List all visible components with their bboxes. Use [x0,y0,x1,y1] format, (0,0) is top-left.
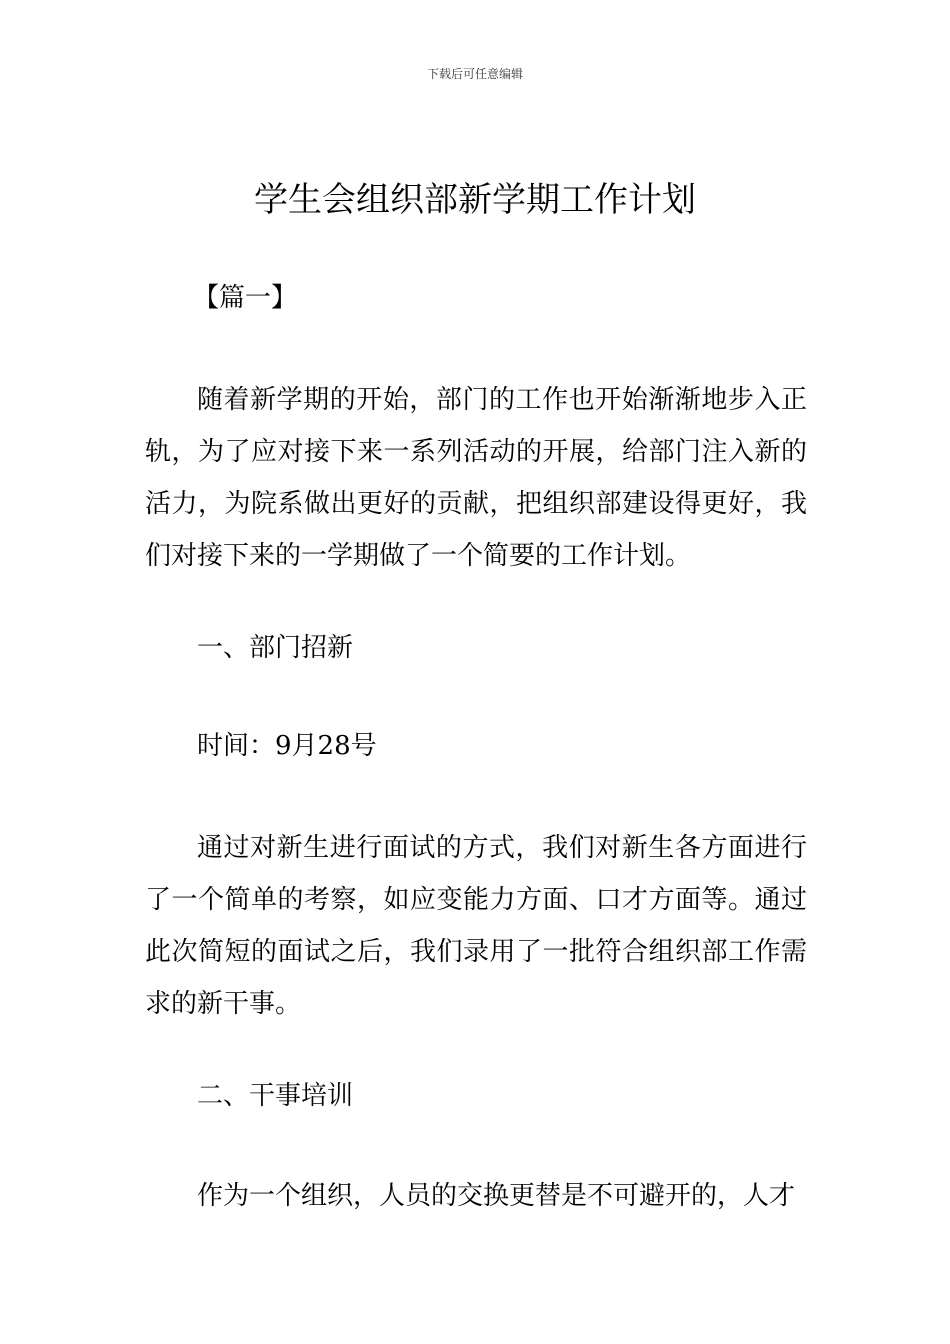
document-title: 学生会组织部新学期工作计划 [254,180,696,220]
recruitment-time: 时间：9月28号 [197,731,377,761]
header-note: 下载后可任意编辑 [426,67,523,81]
section-marker: 【篇一】 [193,283,298,313]
section-heading-training: 二、干事培训 [197,1081,354,1111]
recruitment-paragraph: 通过对新生进行面试的方式，我们对新生各方面进行了一个简单的考察，如应变能力方面、口才方面等。通过此次简短的面试之后，我们录用了一批符合组织部工作需求的新干事。 [145,833,807,1019]
section-heading-recruitment: 一、部门招新 [197,633,354,663]
training-paragraph: 作为一个组织，人员的交换更替是不可避开的，人才 [197,1181,796,1211]
intro-paragraph: 随着新学期的开始，部门的工作也开始渐渐地步入正轨，为了应对接下来一系列活动的开展，给部门注入新的活力，为院系做出更好的贡献，把组织部建设得更好，我们对接下来的一学期做了一个简要的工作计划。 [145,385,807,571]
